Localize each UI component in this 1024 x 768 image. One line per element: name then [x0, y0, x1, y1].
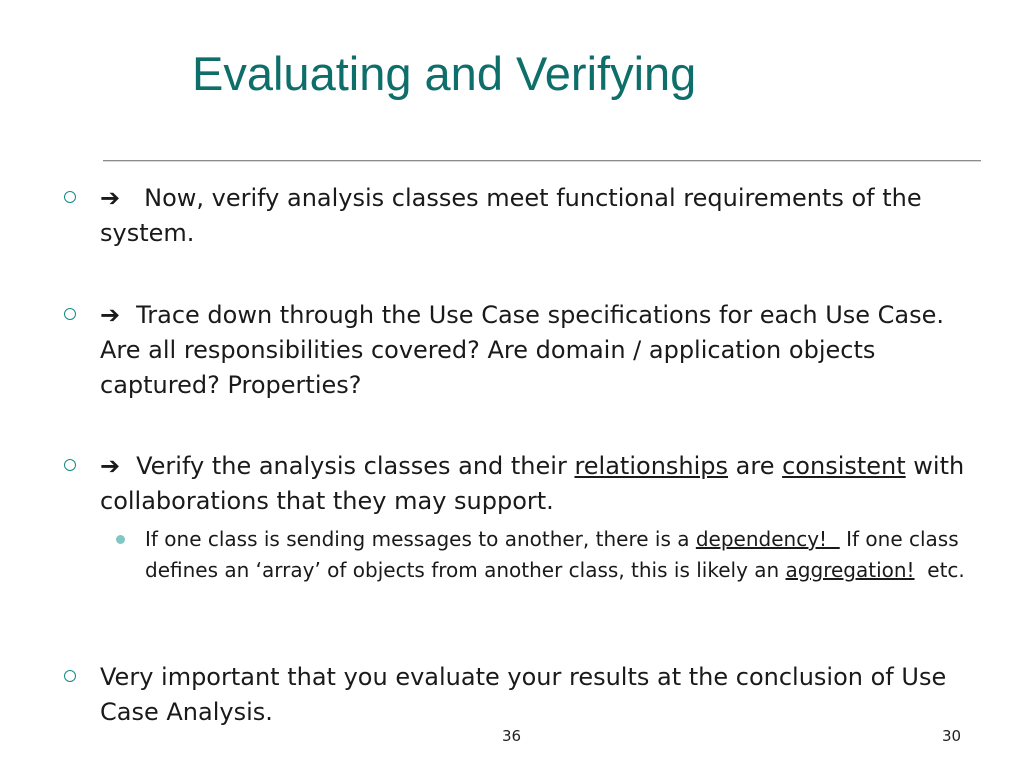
bullet-text: ➔ Trace down through the Use Case specifications for each Use Case. Are all responsibilities covered? Are domain / application objects captured? Properties? — [100, 298, 980, 403]
title-divider — [103, 160, 981, 162]
relationships-term: relationships — [574, 452, 729, 480]
right-arrow-icon: ➔ — [100, 452, 121, 480]
aggregation-term: aggregation! — [785, 558, 915, 582]
bullet-text: ➔ Now, verify analysis classes meet functional requirements of the system. — [100, 181, 980, 251]
sub-bullet-text: If one class is sending messages to another, there is a dependency! If one class defines an ‘array’ of objects from another class, this is likely an aggregation! etc. — [145, 527, 965, 582]
footer-center-number: 36 — [502, 727, 522, 745]
right-arrow-icon: ➔ — [100, 301, 121, 329]
slide-title: Evaluating and Verifying — [192, 47, 697, 100]
hollow-circle-bullet-icon — [64, 670, 76, 682]
bullet-text: ➔ Verify the analysis classes and their relationships are consistent with collaborations that they may support. — [100, 449, 980, 519]
hollow-circle-bullet-icon — [64, 308, 76, 320]
consistent-term: consistent — [782, 452, 906, 480]
slide-number: 30 — [942, 727, 962, 745]
hollow-circle-bullet-icon — [64, 191, 76, 203]
dependency-term: dependency! — [695, 527, 840, 551]
hollow-circle-bullet-icon — [64, 459, 76, 471]
right-arrow-icon: ➔ — [100, 184, 121, 212]
bullet-text: Very important that you evaluate your results at the conclusion of Use Case Analysis. — [100, 663, 947, 726]
filled-dot-bullet-icon — [116, 535, 125, 544]
